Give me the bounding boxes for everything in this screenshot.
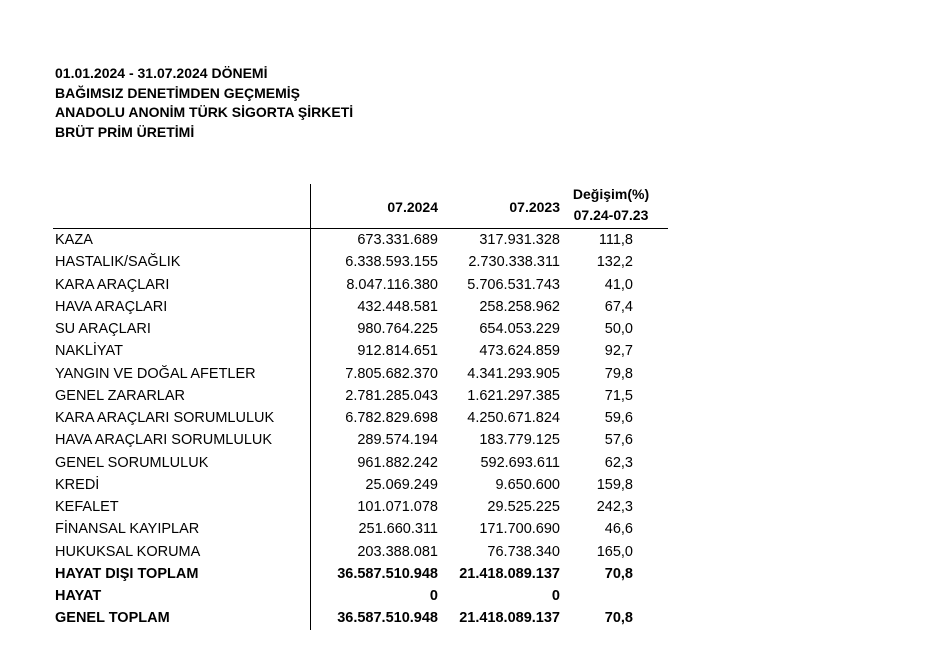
- change-percent: 50,0: [604, 321, 633, 337]
- table-row: [53, 364, 668, 386]
- table-row: [53, 430, 668, 452]
- value-2024: 25.069.249: [365, 476, 438, 493]
- change-percent: 132,2: [596, 254, 633, 271]
- change-percent: 57,6: [604, 432, 633, 449]
- row-name: HAVA ARAÇLARI SORUMLULUK: [55, 432, 273, 449]
- value-2023: 21.418.089.137: [459, 610, 560, 627]
- change-percent: 71,5: [604, 387, 633, 404]
- table-row: [53, 230, 668, 252]
- value-2023: 171.700.690: [479, 521, 560, 538]
- value-2023: 5.706.531.743: [467, 276, 560, 293]
- value-2024: 2.781.285.043: [345, 387, 438, 404]
- value-2024: 289.574.194: [357, 432, 438, 449]
- table-row: [53, 297, 668, 319]
- row-name: HAYAT: [55, 588, 102, 604]
- table-row: [53, 275, 668, 297]
- report-title: BRÜT PRİM ÜRETİMİ: [55, 123, 195, 140]
- table-row: [53, 408, 668, 430]
- table-divider-horizontal: [53, 228, 668, 229]
- value-2023: 21.418.089.137: [459, 565, 560, 582]
- table-row: [53, 608, 668, 630]
- table-row: [53, 475, 668, 497]
- table-row: [53, 386, 668, 408]
- value-2023: 258.258.962: [479, 298, 560, 315]
- change-percent: 41,0: [604, 276, 633, 293]
- audit-status: BAĞIMSIZ DENETİMDEN GEÇMEMİŞ: [55, 84, 301, 101]
- change-percent: 67,4: [604, 298, 633, 315]
- change-percent: 70,8: [604, 610, 633, 627]
- change-percent: 111,8: [598, 232, 633, 248]
- row-name: KARA ARAÇLARI: [55, 276, 170, 293]
- column-header-change: Değişim(%): [572, 186, 650, 202]
- column-header-change-period: 07.24-07.23: [573, 207, 649, 223]
- table-row: [53, 252, 668, 274]
- value-2024: 101.071.078: [357, 499, 438, 515]
- table-row: [53, 586, 668, 608]
- column-header-2023: 07.2023: [509, 199, 560, 215]
- company-name: ANADOLU ANONİM TÜRK SİGORTA ŞİRKETİ: [55, 104, 354, 120]
- value-2024: 36.587.510.948: [337, 565, 438, 582]
- value-2023: 654.053.229: [479, 321, 560, 337]
- row-name: GENEL SORUMLULUK: [55, 454, 209, 471]
- value-2023: 2.730.338.311: [468, 254, 560, 271]
- value-2023: 1.621.297.385: [467, 387, 560, 404]
- value-2023: 76.738.340: [487, 543, 560, 560]
- change-percent: 46,6: [604, 521, 633, 538]
- column-header-2024: 07.2024: [387, 199, 438, 215]
- value-2024: 6.338.593.155: [345, 254, 438, 271]
- value-2023: 0: [551, 588, 560, 604]
- value-2024: 7.805.682.370: [345, 365, 438, 382]
- change-percent: 159,8: [596, 476, 633, 493]
- value-2024: 912.814.651: [357, 343, 438, 360]
- table-row: [53, 519, 668, 541]
- row-name: KREDİ: [55, 476, 100, 493]
- value-2023: 9.650.600: [495, 476, 560, 493]
- change-percent: 79,8: [604, 365, 633, 382]
- value-2024: 8.047.116.380: [346, 276, 438, 293]
- value-2023: 592.693.611: [480, 454, 560, 471]
- row-name: NAKLİYAT: [55, 343, 123, 360]
- value-2024: 961.882.242: [357, 454, 438, 471]
- row-name: HAYAT DIŞI TOPLAM: [55, 565, 199, 582]
- value-2024: 6.782.829.698: [345, 410, 438, 426]
- row-name: KARA ARAÇLARI SORUMLULUK: [55, 410, 275, 426]
- change-percent: 92,7: [604, 343, 633, 360]
- change-percent: 242,3: [596, 499, 633, 515]
- report-header: [55, 64, 353, 142]
- change-percent: 59,6: [604, 410, 633, 426]
- change-percent: 62,3: [604, 454, 633, 471]
- value-2024: 980.764.225: [357, 321, 438, 337]
- table-row: [53, 453, 668, 475]
- value-2023: 473.624.859: [479, 343, 560, 360]
- value-2023: 4.250.671.824: [467, 410, 560, 426]
- table-row: [53, 497, 668, 519]
- value-2024: 36.587.510.948: [337, 610, 438, 627]
- value-2023: 183.779.125: [479, 432, 560, 449]
- table-row: [53, 341, 668, 363]
- value-2024: 251.660.311: [358, 521, 438, 538]
- table-row: [53, 564, 668, 586]
- table-row: [53, 542, 668, 564]
- period-title: 01.01.2024 - 31.07.2024 DÖNEMİ: [55, 65, 268, 81]
- row-name: YANGIN VE DOĞAL AFETLER: [55, 365, 256, 382]
- value-2024: 0: [429, 588, 438, 604]
- row-name: GENEL ZARARLAR: [55, 387, 185, 404]
- table-row: [53, 319, 668, 341]
- value-2024: 673.331.689: [357, 232, 438, 248]
- row-name: KEFALET: [55, 499, 119, 515]
- value-2023: 317.931.328: [479, 232, 560, 248]
- value-2023: 4.341.293.905: [467, 365, 560, 382]
- row-name: HASTALIK/SAĞLIK: [55, 254, 181, 271]
- row-name: FİNANSAL KAYIPLAR: [55, 521, 200, 538]
- value-2023: 29.525.225: [487, 499, 560, 515]
- row-name: HAVA ARAÇLARI: [55, 298, 168, 315]
- change-percent: 165,0: [596, 543, 633, 560]
- change-percent: 70,8: [604, 565, 633, 582]
- row-name: GENEL TOPLAM: [55, 610, 170, 627]
- value-2024: 432.448.581: [357, 298, 438, 315]
- value-2024: 203.388.081: [357, 543, 438, 560]
- row-name: KAZA: [55, 232, 93, 248]
- row-name: HUKUKSAL KORUMA: [55, 543, 201, 560]
- row-name: SU ARAÇLARI: [55, 321, 151, 337]
- table-body: [53, 230, 668, 631]
